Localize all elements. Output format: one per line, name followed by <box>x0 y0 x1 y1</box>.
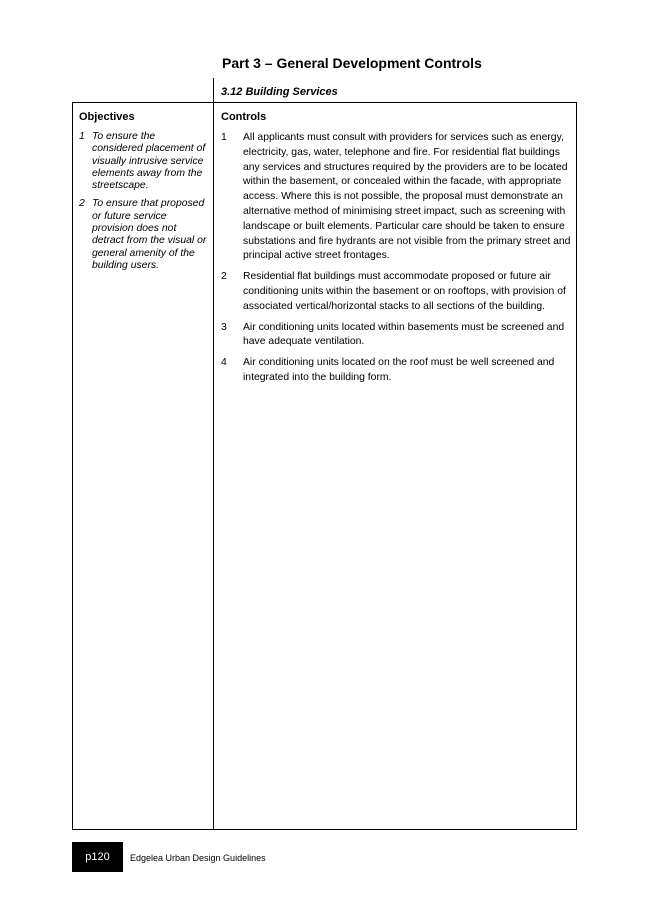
section-heading: 3.12 Building Services <box>221 86 338 98</box>
control-number: 2 <box>221 271 227 283</box>
control-text: Air conditioning units located within basements must be screened and have adequate ventilation. <box>243 321 565 348</box>
control-item <box>221 356 573 386</box>
section-divider-line <box>213 78 214 103</box>
objectives-controls-table <box>72 102 577 830</box>
controls-header: Controls <box>221 111 267 123</box>
control-number: 3 <box>221 321 227 333</box>
control-text: Residential flat buildings must accommodate proposed or future air conditioning units within the basement or on rooftops, with provision of associated vertical/horizontal stacks to all sections of the building. <box>243 271 566 312</box>
document-title: Edgelea Urban Design Guidelines <box>130 853 266 863</box>
objectives-column <box>79 111 207 278</box>
controls-column <box>221 111 573 392</box>
objective-item <box>79 198 207 272</box>
page-title: Part 3 – General Development Controls <box>222 55 482 71</box>
control-item <box>221 131 573 264</box>
objective-number: 1 <box>79 131 85 142</box>
objective-text: To ensure the considered placement of visually intrusive service elements away from the streetscape. <box>92 131 206 192</box>
control-item <box>221 321 573 351</box>
control-text: All applicants must consult with providers for services such as energy, electricity, gas, water, telephone and fire. For residential flat buildings any services and structures required by the providers are to be located within the basement, or concealed within the facade, with appropriate access. Where this is not possible, the proposal must demonstrate an alternative method of minimising street impact, such as screening with landscape or built elements. Particular care should be taken to ensure substations and fire hydrants are not visible from the primary street and principal active street frontages. <box>243 132 571 262</box>
page-number-badge: p120 <box>72 842 123 872</box>
objective-number: 2 <box>79 198 85 210</box>
column-divider <box>213 103 214 829</box>
objective-text: To ensure that proposed or future service provision does not detract from the visual or general amenity of the building users. <box>92 198 207 271</box>
control-item <box>221 270 573 314</box>
control-text: Air conditioning units located on the roof must be well screened and integrated into the building form. <box>243 357 555 383</box>
objectives-header: Objectives <box>79 111 135 123</box>
control-number: 4 <box>221 357 227 369</box>
objective-item <box>79 131 207 192</box>
control-number: 1 <box>221 132 227 143</box>
